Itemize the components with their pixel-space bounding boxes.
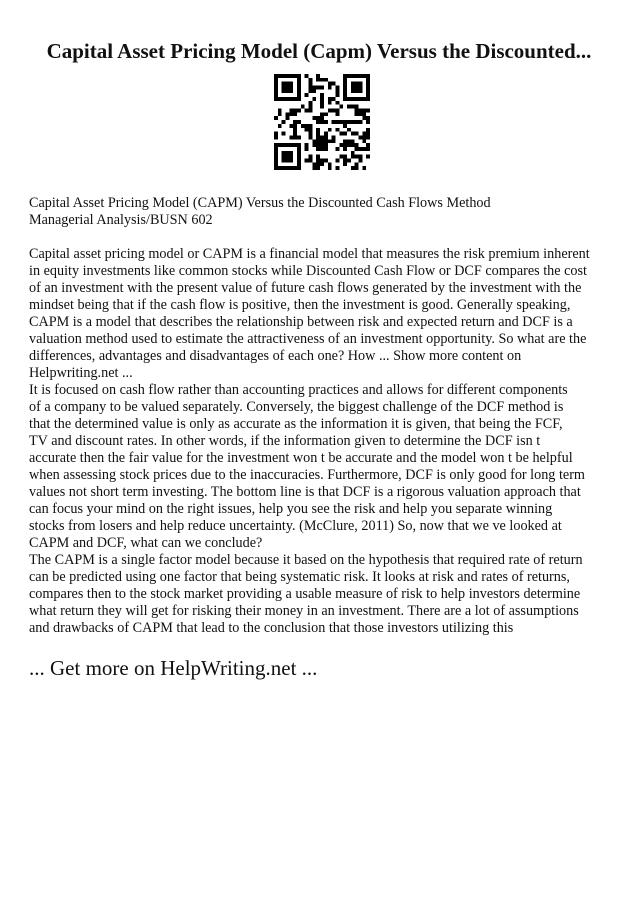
get-more-link[interactable]: ... Get more on HelpWriting.net ...: [29, 656, 318, 680]
document-subtitle: Capital Asset Pricing Model (CAPM) Versus the Discounted Cash Flows Method Managerial Analysis/BUSN 602: [29, 195, 491, 228]
paragraph: The CAPM is a single factor model because it based on the hypothesis that required rate of return can be predicted using one factor that being systematic risk. It looks at risk and rates of returns, compares then to the stock market providing a usable measure of risk to help investors determine what return they will get for risking their money in an investment. There are a lot of assumptions and drawbacks of CAPM that lead to the conclusion that those investors utilizing this: [29, 552, 583, 636]
paragraph: Capital asset pricing model or CAPM is a financial model that measures the risk premium inherent in equity investments like common stocks while Discounted Cash Flow or DCF compares the cost of an investment with the present value of future cash flows generated by the investment with the mindset being that if the cash flow is positive, then the investment is good. Generally speaking, CAPM is a model that describes the relationship between risk and expected return and DCF is a valuation method used to estimate the attractiveness of an investment opportunity. So what are the differences, advantages and disadvantages of each one? How ... Show more content on Helpwriting.net ...: [29, 246, 590, 381]
document-body: [29, 195, 612, 637]
page-title: Capital Asset Pricing Model (Capm) Versus the Discounted...: [46, 39, 592, 63]
qr-code-icon[interactable]: [274, 74, 370, 170]
paragraph: It is focused on cash flow rather than accounting practices and allows for different components of a company to be valued separately. Conversely, the biggest challenge of the DCF method is that the determined value is only as accurate as the information it is given, that being the FCF, TV and discount rates. In other words, if the information given to determine the DCF isn t accurate then the fair value for the investment won t be accurate and the model won t be helpful when assessing stock prices due to the inaccuracies. Furthermore, DCF is only good for long term values not short term investing. The bottom line is that DCF is a rigorous valuation approach that can focus your mind on the right issues, help you see the risk and help you separate winning stocks from losers and help reduce uncertainty. (McClure, 2011) So, now that we ve looked at CAPM and DCF, what can we conclude?: [29, 382, 585, 551]
